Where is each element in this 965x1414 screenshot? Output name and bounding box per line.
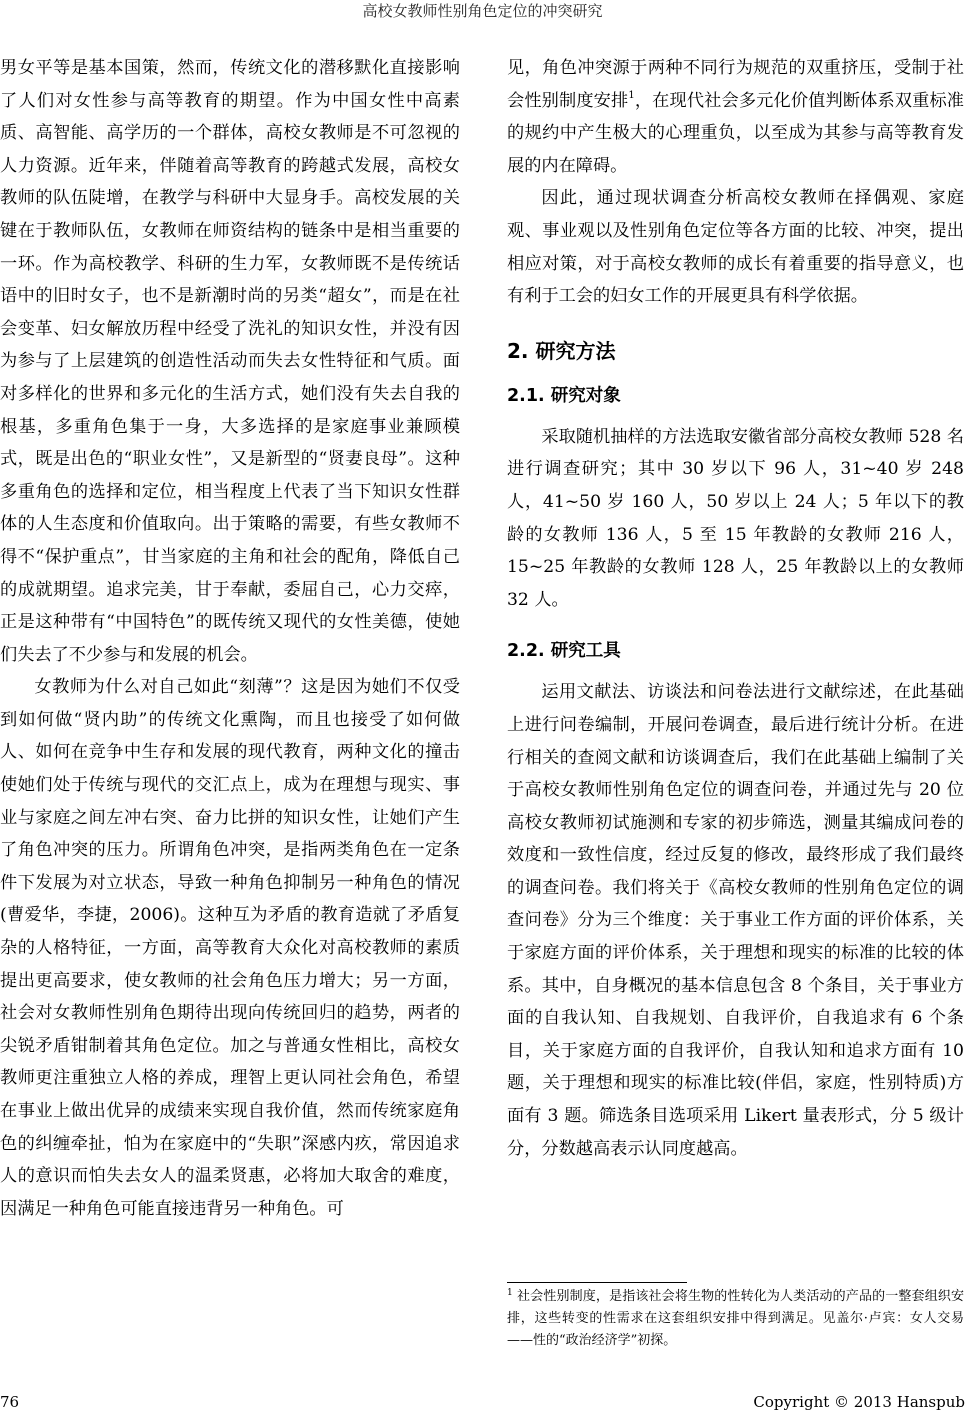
paragraph-text: ，在现代社会多元化价值判断体系双重标准的规约中产生极大的心理重负，以至成为其参与高等教育发展的内在障碍。 [507,90,964,176]
footnote-reference: 1 [628,89,635,101]
running-header: 高校女教师性别角色定位的冲突研究 [362,2,603,20]
left-column [0,52,460,1225]
section-heading: 2. 研究方法 [507,338,616,363]
subsection-heading: 2.1. 研究对象 [507,385,621,406]
body-paragraph [507,52,964,182]
footnote [507,1286,964,1352]
copyright-notice: Copyright © 2013 Hanspub [753,1393,965,1411]
footnote-marker: 1 [507,1288,513,1298]
page-number: 76 [0,1393,20,1411]
right-column [507,52,964,1165]
body-paragraph: 因此，通过现状调查分析高校女教师在择偶观、家庭观、事业观以及性别角色定位等各方面的比较、冲突，提出相应对策，对于高校女教师的成长有着重要的指导意义，也有利于工会的妇女工作的开展更具有科学依据。 [507,188,964,307]
body-paragraph: 男女平等是基本国策，然而，传统文化的潜移默化直接影响了人们对女性参与高等教育的期望。作为中国女性中高素质、高智能、高学历的一个群体，高校女教师是不可忽视的人力资源。近年来，伴随着高等教育的跨越式发展，高校女教师的队伍陡增，在教学与科研中大显身手。高校发展的关键在于教师队伍，女教师在师资结构的链条中是相当重要的一环。作为高校教学、科研的生力军，女教师既不是传统话语中的旧时女子，也不是新潮时尚的另类“超女”，而是在社会变革、妇女解放历程中经受了洗礼的知识女性，并没有因为参与了上层建筑的创造性活动而失去女性特征和气质。面对多样化的世界和多元化的生活方式，她们没有失去自我的根基，多重角色集于一身，大多选择的是家庭事业兼顾模式，既是出色的“职业女性”，又是新型的“贤妻良母”。这种多重角色的选择和定位，相当程度上代表了当下知识女性群体的人生态度和价值取向。出于策略的需要，有些女教师不得不“保护重点”，甘当家庭的主角和社会的配角，降低自己的成就期望。追求完美，甘于奉献，委屈自己，心力交瘁，正是这种带有“中国特色”的既传统又现代的女性美德，使她们失去了不少参与和发展的机会。 [0,58,460,665]
footnote-text: 社会性别制度，是指该社会将生物的性转化为人类活动的产品的一整套组织安排，这些转变的性需求在这套组织安排中得到满足。见盖尔·卢宾：女人交易——性的“政治经济学”初探。 [507,1289,964,1348]
body-paragraph: 采取随机抽样的方法选取安徽省部分高校女教师 528 名进行调查研究；其中 30 岁以下 96 人，31~40 岁 248 人，41~50 岁 160 人，50 岁以上 24 人；5 年以下的教龄的女教师 136 人，5 至 15 年教龄的女教师 216 人，15~25 年教龄的女教师 128 人，25 年教龄以上的女教师 32 人。 [507,426,964,610]
subsection-heading: 2.2. 研究工具 [507,641,621,662]
footnote-divider [507,1282,687,1283]
body-paragraph: 运用文献法、访谈法和问卷法进行文献综述，在此基础上进行问卷编制，开展问卷调查，最后进行统计分析。在进行相关的查阅文献和访谈调查后，我们在此基础上编制了关于高校女教师性别角色定位的调查问卷，并通过先与 20 位高校女教师初试施测和专家的初步筛选，测量其编成问卷的效度和一致性信度，经过反复的修改，最终形成了我们最终的调查问卷。我们将关于《高校女教师的性别角色定位的调查问卷》分为三个维度：关于事业工作方面的评价体系，关于家庭方面的评价体系，关于理想和现实的标准的比较的体系。其中，自身概况的基本信息包含 8 个条目，关于事业方面的自我认知、自我规划、自我评价，自我追求有 6 个条目，关于家庭方面的自我评价，自我认知和追求方面有 10 题，关于理想和现实的标准比较(伴侣，家庭，性别特质)方面有 3 题。筛选条目选项采用 Likert 量表形式，分 5 级计分，分数越高表示认同度越高。 [507,682,964,1159]
body-paragraph: 女教师为什么对自己如此“刻薄”？这是因为她们不仅受到如何做“贤内助”的传统文化熏陶，而且也接受了如何做人、如何在竞争中生存和发展的现代教育，两种文化的撞击使她们处于传统与现代的交汇点上，成为在理想与现实、事业与家庭之间左冲右突、奋力比拼的知识女性，让她们产生了角色冲突的压力。所谓角色冲突，是指两类角色在一定条件下发展为对立状态，导致一种角色抑制另一种角色的情况(曹爱华，李捷，2006)。这种互为矛盾的教育造就了矛盾复杂的人格特征，一方面，高等教育大众化对高校教师的素质提出更高要求，使女教师的社会角色压力增大；另一方面，社会对女教师性别角色期待出现向传统回归的趋势，两者的尖锐矛盾钳制着其角色定位。加之与普通女性相比，高校女教师更注重独立人格的养成，理智上更认同社会角色，希望在事业上做出优异的成绩来实现自我价值，然而传统家庭角色的纠缠牵扯，怕为在家庭中的“失职”深感内疚，常因追求人的意识而怕失去女人的温柔贤惠，必将加大取舍的难度，因满足一种角色可能直接违背另一种角色。可 [0,677,460,1219]
paragraph-text: 见，角色冲突源于两种不同行为规范的双重挤压，受制于社会性别制度安排 [507,58,964,111]
